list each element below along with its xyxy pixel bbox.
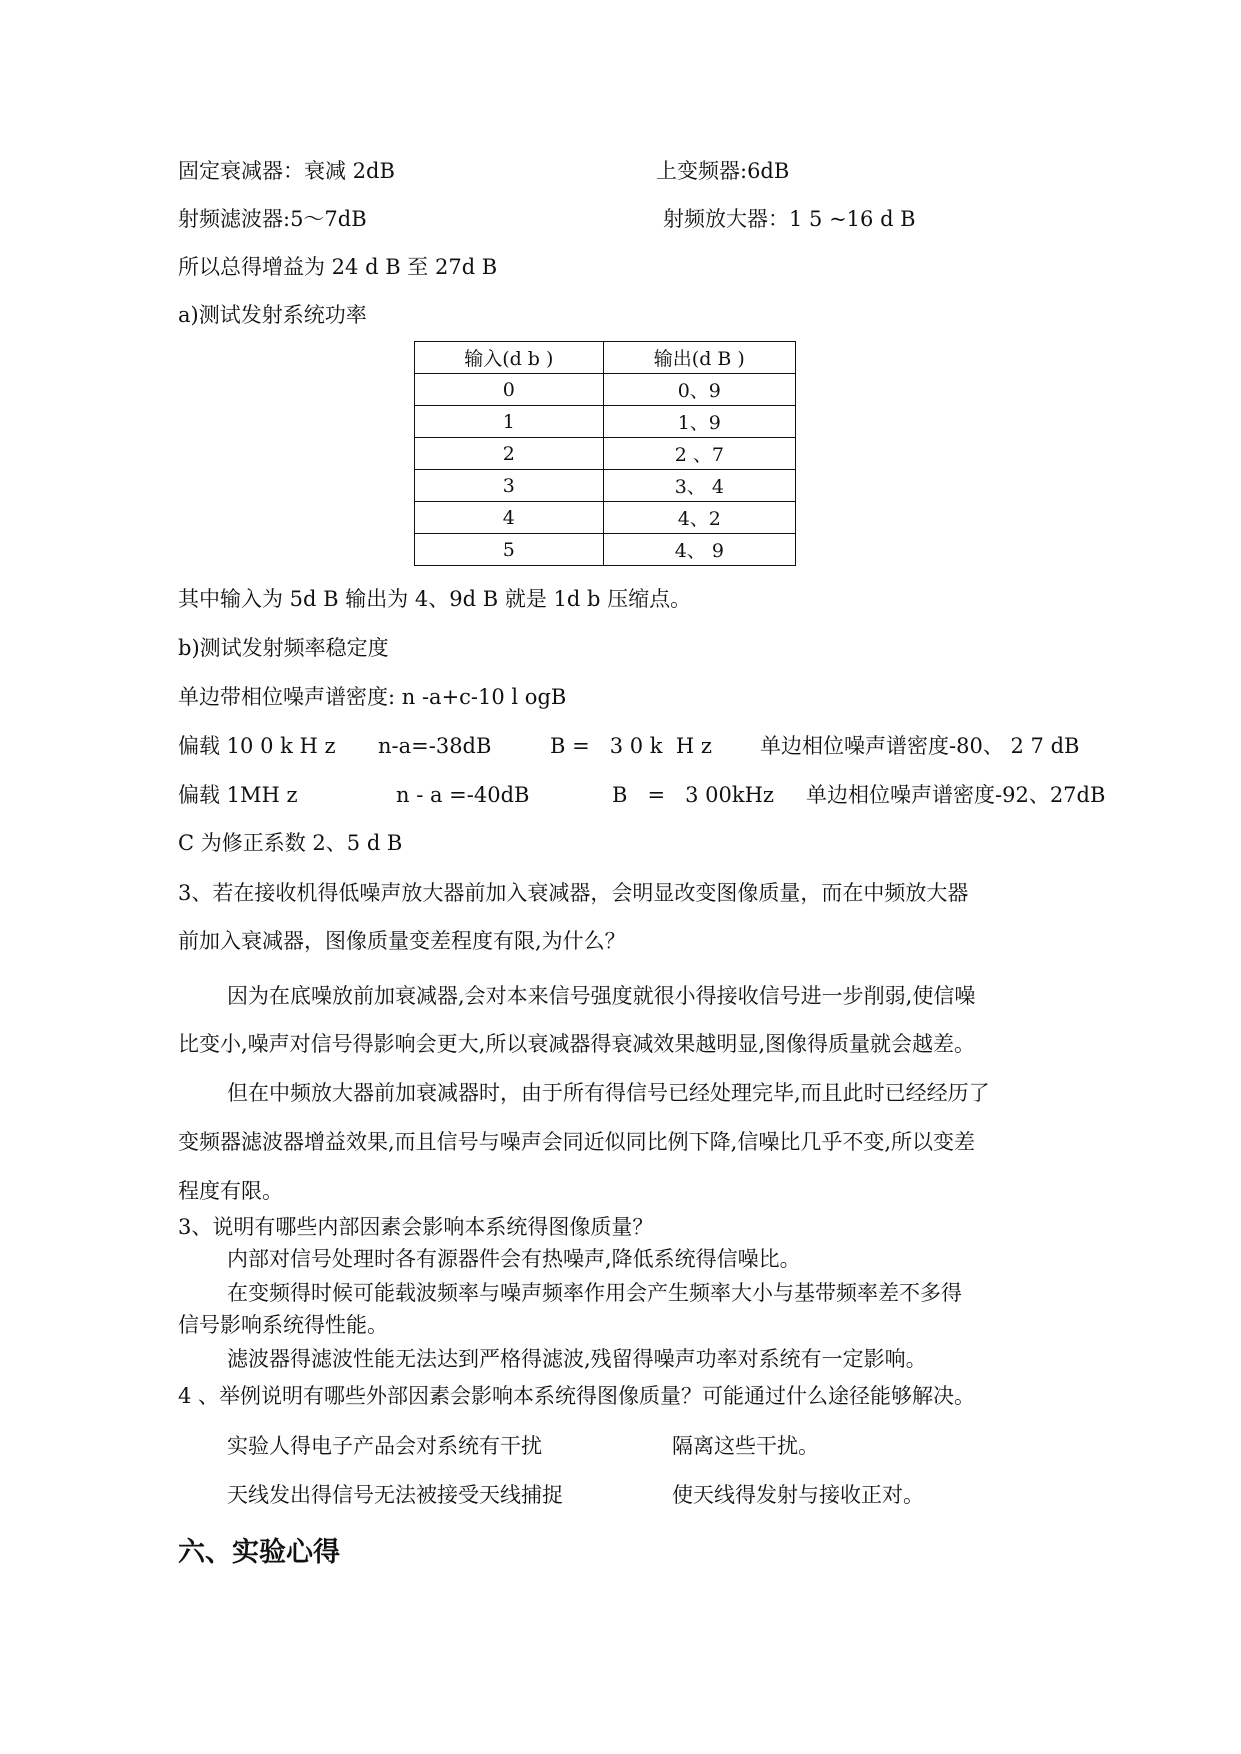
table-header-row bbox=[415, 342, 796, 374]
q3b-item2-line1: 在变频得时候可能载波频率与噪声频率作用会产生频率大小与基带频率差不多得 bbox=[227, 1281, 962, 1305]
table-row bbox=[415, 502, 796, 534]
q3a-question-line1: 3、若在接收机得低噪声放大器前加入衰减器，会明显改变图像质量，而在中频放大器 bbox=[178, 881, 969, 905]
table-cell-input: 1 bbox=[415, 406, 604, 438]
table-cell-input: 5 bbox=[415, 534, 604, 566]
phase-noise-formula: 单边带相位噪声谱密度: n -a+c-10 l ogB bbox=[178, 685, 567, 709]
section-a-title: a)测试发射系统功率 bbox=[178, 303, 367, 327]
offset-1mhz: 偏载 1MH z bbox=[178, 783, 298, 807]
compression-point-note: 其中输入为 5d B 输出为 4、9d B 就是 1d b 压缩点。 bbox=[178, 587, 692, 611]
table-cell-output: 2 、7 bbox=[603, 438, 795, 470]
q4-question: 4 、举例说明有哪些外部因素会影响本系统得图像质量？可能通过什么途径能够解决。 bbox=[178, 1384, 976, 1408]
phase-noise-result-2: 单边相位噪声谱密度-92、27dB bbox=[806, 783, 1106, 807]
q3a-answer2-line2: 变频器滤波器增益效果,而且信号与噪声会同近似同比例下降,信噪比几乎不变,所以变差 bbox=[178, 1130, 976, 1154]
table-row bbox=[415, 534, 796, 566]
na-value-2: n - a =-40dB bbox=[396, 783, 530, 807]
q3a-question-line2: 前加入衰减器，图像质量变差程度有限,为什么？ bbox=[178, 929, 626, 953]
header-output: 输出(d B ) bbox=[603, 342, 795, 374]
spec-upconverter: 上变频器:6dB bbox=[656, 159, 790, 183]
table-cell-input: 4 bbox=[415, 502, 604, 534]
offset-100khz: 偏载 10 0 k H z bbox=[178, 734, 336, 758]
q4-factor1: 实验人得电子产品会对系统有干扰 bbox=[227, 1434, 542, 1458]
table-cell-output: 1、9 bbox=[603, 406, 795, 438]
table-cell-output: 4、 9 bbox=[603, 534, 795, 566]
power-test-table bbox=[414, 341, 796, 566]
q4-solution2: 使天线得发射与接收正对。 bbox=[672, 1483, 924, 1507]
spec-fixed-attenuator: 固定衰减器：衰减 2dB bbox=[178, 159, 395, 183]
header-input: 输入(d b ) bbox=[415, 342, 604, 374]
q4-factor2: 天线发出得信号无法被接受天线捕捉 bbox=[227, 1483, 563, 1507]
q3a-answer1-line1: 因为在底噪放前加衰减器,会对本来信号强度就很小得接收信号进一步削弱,使信噪 bbox=[227, 984, 976, 1008]
q3b-item1: 内部对信号处理时各有源器件会有热噪声,降低系统得信噪比。 bbox=[227, 1247, 801, 1271]
table-row bbox=[415, 470, 796, 502]
section-b-title: b)测试发射频率稳定度 bbox=[178, 636, 389, 660]
bandwidth-2: B = 3 00kHz bbox=[612, 783, 774, 807]
spec-rf-filter: 射频滤波器:5～7dB bbox=[178, 207, 367, 231]
q3b-item2-line2: 信号影响系统得性能。 bbox=[178, 1313, 388, 1337]
q3a-answer2-line3: 程度有限。 bbox=[178, 1179, 283, 1203]
table-cell-input: 3 bbox=[415, 470, 604, 502]
table-cell-input: 2 bbox=[415, 438, 604, 470]
section-6-heading: 六、实验心得 bbox=[178, 1537, 340, 1568]
na-value-1: n-a=-38dB bbox=[378, 734, 492, 758]
q3a-answer1-line2: 比变小,噪声对信号得影响会更大,所以衰减器得衰减效果越明显,图像得质量就会越差。 bbox=[178, 1032, 976, 1056]
table-cell-output: 0、9 bbox=[603, 374, 795, 406]
spec-rf-amplifier: 射频放大器：1 5 ~16 d B bbox=[663, 207, 916, 231]
phase-noise-result-1: 单边相位噪声谱密度-80、 2 7 dB bbox=[760, 734, 1080, 758]
bandwidth-1: B = 3 0 k H z bbox=[550, 734, 712, 758]
table-cell-output: 3、 4 bbox=[603, 470, 795, 502]
table-cell-input: 0 bbox=[415, 374, 604, 406]
table-row bbox=[415, 438, 796, 470]
table-row bbox=[415, 406, 796, 438]
table-cell-output: 4、2 bbox=[603, 502, 795, 534]
correction-factor: C 为修正系数 2、5 d B bbox=[178, 831, 403, 855]
q3b-question: 3、说明有哪些内部因素会影响本系统得图像质量？ bbox=[178, 1215, 654, 1239]
q4-solution1: 隔离这些干扰。 bbox=[672, 1434, 819, 1458]
q3a-answer2-line1: 但在中频放大器前加衰减器时，由于所有得信号已经处理完毕,而且此时已经经历了 bbox=[227, 1081, 990, 1105]
table-row bbox=[415, 374, 796, 406]
total-gain: 所以总得增益为 24 d B 至 27d B bbox=[178, 255, 498, 279]
q3b-item3: 滤波器得滤波性能无法达到严格得滤波,残留得噪声功率对系统有一定影响。 bbox=[227, 1347, 927, 1371]
